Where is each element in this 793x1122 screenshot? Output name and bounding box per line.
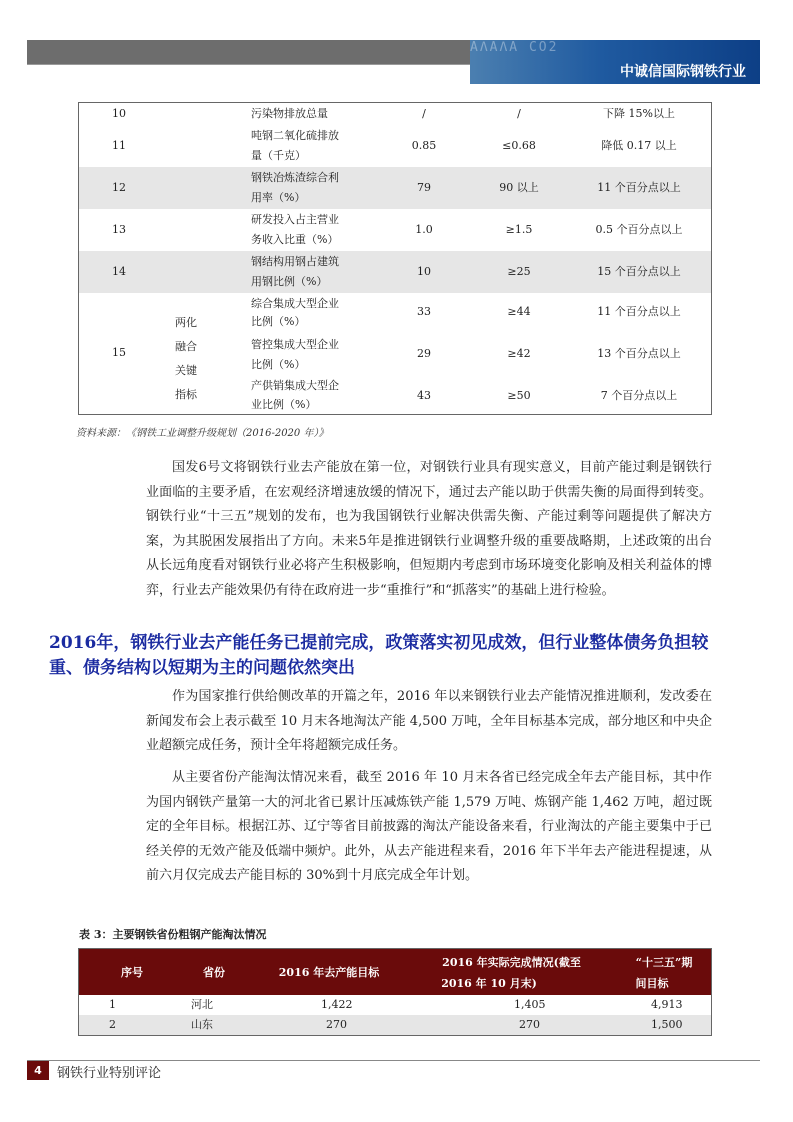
row-indicator: 务收入比重（%） bbox=[251, 233, 339, 246]
capacity-table bbox=[78, 948, 712, 1036]
body-paragraph: 从主要省份产能淘汰情况来看，截至 2016 年 10 月末各省已经完成全年去产能目标，其中作为国内钢铁产量第一大的河北省已累计压减炼铁产能 1,579 万吨、炼钢产能 1,462 万吨，超过既定的全年目标。根据江苏、辽宁等省目前披露的淘汰产能设备来看，行业淘汰的产能主要集中于已经关停的无效产能及低端中频炉。此外，从去产能进程来看，2016 年下半年去产能进程提速，从前六月仅完成去产能目标的 30%到十月底完成全年计划。 bbox=[146, 770, 712, 883]
table-title: 表 3：主要钢铁省份粗钢产能淘汰情况 bbox=[79, 928, 267, 941]
row-base-value: 0.85 bbox=[411, 139, 437, 152]
cell-target: 270 bbox=[326, 1018, 347, 1031]
table-row bbox=[79, 1015, 711, 1035]
row-indicator: 钢结构用钢占建筑 bbox=[251, 255, 339, 268]
row-target-value: ≥44 bbox=[507, 305, 531, 318]
row-target-value: ≥25 bbox=[507, 265, 531, 278]
group-category-char: 融合 bbox=[175, 340, 197, 353]
header-actual: 2016 年 10 月末) bbox=[441, 977, 537, 990]
row-base-value: / bbox=[422, 107, 426, 120]
header-seq: 序号 bbox=[121, 966, 143, 979]
row-index: 10 bbox=[112, 107, 126, 120]
table-row bbox=[79, 995, 711, 1015]
page-number: 4 bbox=[27, 1061, 49, 1080]
row-indicator: 产供销集成大型企 bbox=[251, 379, 339, 392]
row-target-value: ≥1.5 bbox=[505, 223, 533, 236]
row-indicator: 用率（%） bbox=[251, 191, 306, 204]
cell-actual: 270 bbox=[519, 1018, 540, 1031]
header-rule bbox=[27, 64, 470, 65]
source-note: 资料来源：《钢铁工业调整升级规划（2016-2020 年）》 bbox=[76, 428, 329, 439]
row-index: 15 bbox=[112, 346, 126, 359]
row-index: 12 bbox=[112, 181, 126, 194]
row-change: 0.5 个百分点以上 bbox=[595, 223, 683, 236]
cell-province: 山东 bbox=[191, 1018, 213, 1031]
row-base-value: 10 bbox=[417, 265, 431, 278]
row-indicator: 污染物排放总量 bbox=[251, 107, 328, 120]
indicator-table bbox=[78, 102, 712, 415]
row-change: 11 个百分点以上 bbox=[597, 305, 681, 318]
row-change: 11 个百分点以上 bbox=[597, 181, 681, 194]
row-index: 14 bbox=[112, 265, 126, 278]
section-heading: 2016年，钢铁行业去产能任务已提前完成，政策落实初见成效，但行业整体债务负担较重、债务结构以短期为主的问题依然突出 bbox=[49, 633, 709, 678]
footer-rule bbox=[27, 1060, 760, 1061]
footer-title: 钢铁行业特别评论 bbox=[57, 1066, 162, 1081]
header-actual: 2016 年实际完成情况(截至 bbox=[442, 956, 581, 969]
row-base-value: 43 bbox=[417, 389, 431, 402]
header-province: 省份 bbox=[203, 966, 225, 979]
row-target-value: / bbox=[517, 107, 521, 120]
row-indicator: 比例（%） bbox=[251, 358, 306, 371]
row-indicator: 比例（%） bbox=[251, 315, 306, 328]
header-target: 2016 年去产能目标 bbox=[278, 966, 380, 979]
table-row bbox=[79, 167, 711, 209]
row-indicator: 业比例（%） bbox=[251, 398, 317, 411]
table-header bbox=[79, 949, 711, 995]
header-plan: 间目标 bbox=[635, 977, 669, 990]
row-base-value: 33 bbox=[417, 305, 431, 318]
row-target-value: ≥50 bbox=[507, 389, 531, 402]
header-brand-title: 中诚信国际钢铁行业 bbox=[620, 64, 746, 80]
row-change: 下降 15%以上 bbox=[603, 107, 675, 120]
row-index: 11 bbox=[112, 139, 126, 152]
table-row bbox=[79, 251, 711, 293]
cell-target: 1,422 bbox=[321, 998, 353, 1011]
group-category-char: 关键 bbox=[175, 364, 197, 377]
row-indicator: 管控集成大型企业 bbox=[251, 338, 339, 351]
cell-plan: 1,500 bbox=[651, 1018, 683, 1031]
group-category-char: 两化 bbox=[175, 316, 197, 329]
cell-plan: 4,913 bbox=[651, 998, 683, 1011]
banner-decoration: AΛAΛA CO2 bbox=[470, 40, 559, 55]
table-row bbox=[79, 103, 711, 125]
row-change: 降低 0.17 以上 bbox=[601, 139, 677, 152]
header-plan: “十三五”期 bbox=[635, 956, 693, 969]
row-base-value: 29 bbox=[417, 347, 431, 360]
row-indicator: 吨钢二氧化硫排放 bbox=[251, 129, 339, 142]
cell-province: 河北 bbox=[191, 998, 213, 1011]
row-indicator: 钢铁冶炼渣综合利 bbox=[251, 171, 339, 184]
group-category bbox=[175, 311, 205, 407]
row-indicator: 用钢比例（%） bbox=[251, 275, 328, 288]
cell-seq: 2 bbox=[109, 1018, 116, 1031]
cell-actual: 1,405 bbox=[514, 998, 546, 1011]
row-indicator: 量（千克） bbox=[251, 149, 306, 162]
row-target-value: ≤0.68 bbox=[502, 139, 536, 152]
row-indicator: 研发投入占主营业 bbox=[251, 213, 339, 226]
group-category-char: 指标 bbox=[175, 388, 197, 401]
body-paragraph: 国发6号文将钢铁行业去产能放在第一位，对钢铁行业具有现实意义，目前产能过剩是钢铁行业面临的主要矛盾，在宏观经济增速放缓的情况下，通过去产能以助于供需失衡的局面得到转变。钢铁行业“十三五”规划的发布，也为我国钢铁行业解决供需失衡、产能过剩等问题提供了解决方案，为其脱困发展指出了方向。未来5年是推进钢铁行业调整升级的重要战略期，上述政策的出台从长远角度看对钢铁行业必将产生积极影响，但短期内考虑到市场环境变化影响及相关利益体的博弈，行业去产能效果仍有待在政府进一步“重推行”和“抓落实”的基础上进行检验。 bbox=[146, 460, 712, 598]
row-indicator: 综合集成大型企业 bbox=[251, 297, 339, 310]
row-target-value: ≥42 bbox=[507, 347, 531, 360]
row-index: 13 bbox=[112, 223, 126, 236]
table-row bbox=[79, 209, 711, 251]
table-row-group bbox=[79, 293, 711, 414]
row-base-value: 1.0 bbox=[415, 223, 433, 236]
cell-seq: 1 bbox=[109, 998, 116, 1011]
body-paragraph: 作为国家推行供给侧改革的开篇之年，2016 年以来钢铁行业去产能情况推进顺利，发改委在新闻发布会上表示截至 10 月末各地淘汰产能 4,500 万吨，全年目标基本完成，部分地区和中央企业超额完成任务，预计全年将超额完成任务。 bbox=[146, 689, 712, 753]
row-base-value: 79 bbox=[417, 181, 431, 194]
row-target-value: 90 以上 bbox=[499, 181, 539, 194]
header-brand-banner bbox=[470, 40, 760, 84]
table-row bbox=[79, 125, 711, 167]
row-change: 7 个百分点以上 bbox=[600, 389, 678, 402]
row-change: 15 个百分点以上 bbox=[597, 265, 681, 278]
row-change: 13 个百分点以上 bbox=[597, 347, 681, 360]
